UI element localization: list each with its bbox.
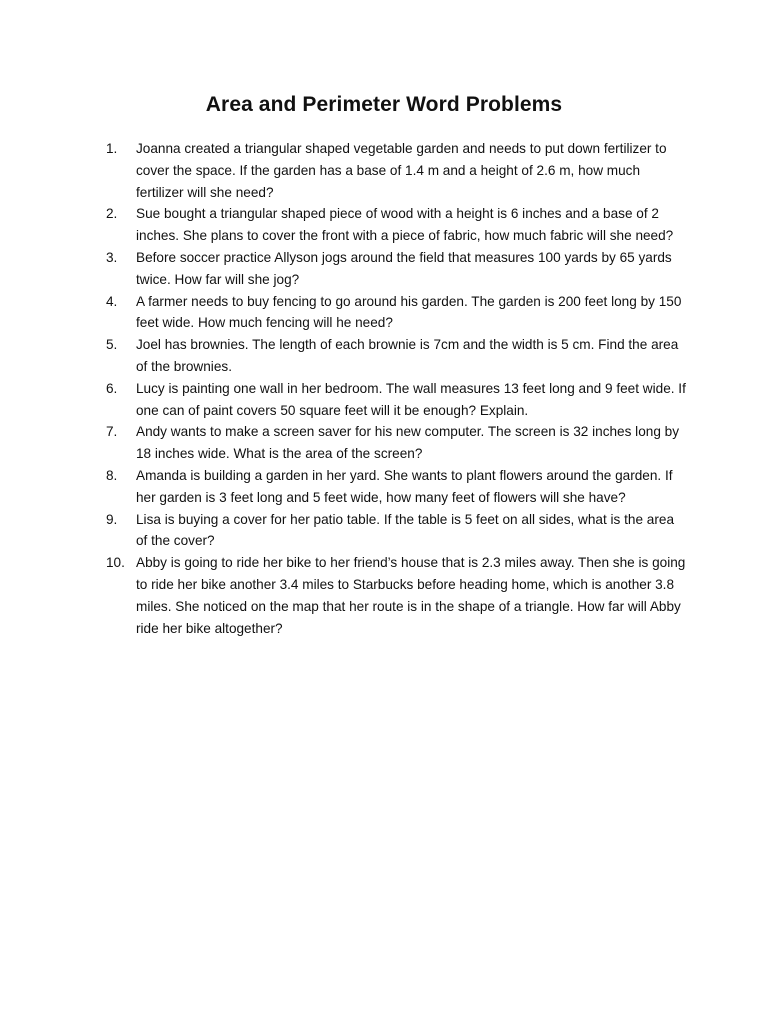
problem-number: 10.	[106, 555, 125, 571]
problem-number: 3.	[106, 249, 118, 265]
problem-text: Sue bought a triangular shaped piece of wood with a height is 6 inches and a base of 2 inches. She plans to cover the front with a piece of fabric, how much fabric will she need?	[136, 206, 674, 244]
problem-item-7	[106, 421, 686, 465]
problem-number: 6.	[106, 380, 118, 396]
problem-item-2	[106, 203, 686, 247]
problem-text: Joanna created a triangular shaped vegetable garden and needs to put down fertilizer to cover the space. If the garden has a base of 1.4 m and a height of 2.6 m, how much fertilizer will she need?	[136, 141, 667, 200]
problem-item-10	[106, 552, 686, 639]
problem-number: 5.	[106, 337, 118, 353]
problem-number: 2.	[106, 206, 118, 222]
problem-number: 1.	[106, 141, 118, 156]
problem-text: Abby is going to ride her bike to her friend’s house that is 2.3 miles away. Then she is going to ride her bike another 3.4 miles to Starbucks before heading home, which is another 3.8 miles. She noticed on the map that her route is in the shape of a triangle. How far will Abby ride her bike altogether?	[136, 555, 686, 636]
problem-number: 8.	[106, 467, 118, 483]
problem-text: Amanda is building a garden in her yard. She wants to plant flowers around the garden. If her garden is 3 feet long and 5 feet wide, how many feet of flowers will she have?	[136, 467, 673, 505]
problem-text: Lucy is painting one wall in her bedroom. The wall measures 13 feet long and 9 feet wide. If one can of paint covers 50 square feet will it be enough? Explain.	[136, 380, 686, 418]
problem-text: Joel has brownies. The length of each brownie is 7cm and the width is 5 cm. Find the area of the brownies.	[136, 337, 679, 374]
problem-item-5	[106, 334, 686, 378]
problem-item-6	[106, 378, 686, 422]
problem-number: 9.	[106, 511, 118, 527]
problem-item-1	[106, 138, 686, 203]
problem-item-3	[106, 247, 686, 291]
problem-list	[106, 138, 686, 639]
problem-text: Andy wants to make a screen saver for his new computer. The screen is 32 inches long by 18 inches wide. What is the area of the screen?	[136, 424, 680, 462]
problem-text: Lisa is buying a cover for her patio table. If the table is 5 feet on all sides, what is the area of the cover?	[136, 511, 675, 549]
problem-item-8	[106, 465, 686, 509]
problem-number: 7.	[106, 424, 118, 440]
problem-text: A farmer needs to buy fencing to go around his garden. The garden is 200 feet long by 150 feet wide. How much fencing will he need?	[136, 293, 682, 331]
problem-item-9	[106, 509, 686, 553]
problem-item-4	[106, 291, 686, 335]
page-title: Area and Perimeter Word Problems	[205, 93, 563, 116]
problem-number: 4.	[106, 293, 118, 309]
problem-text: Before soccer practice Allyson jogs around the field that measures 100 yards by 65 yards twice. How far will she jog?	[136, 249, 672, 287]
